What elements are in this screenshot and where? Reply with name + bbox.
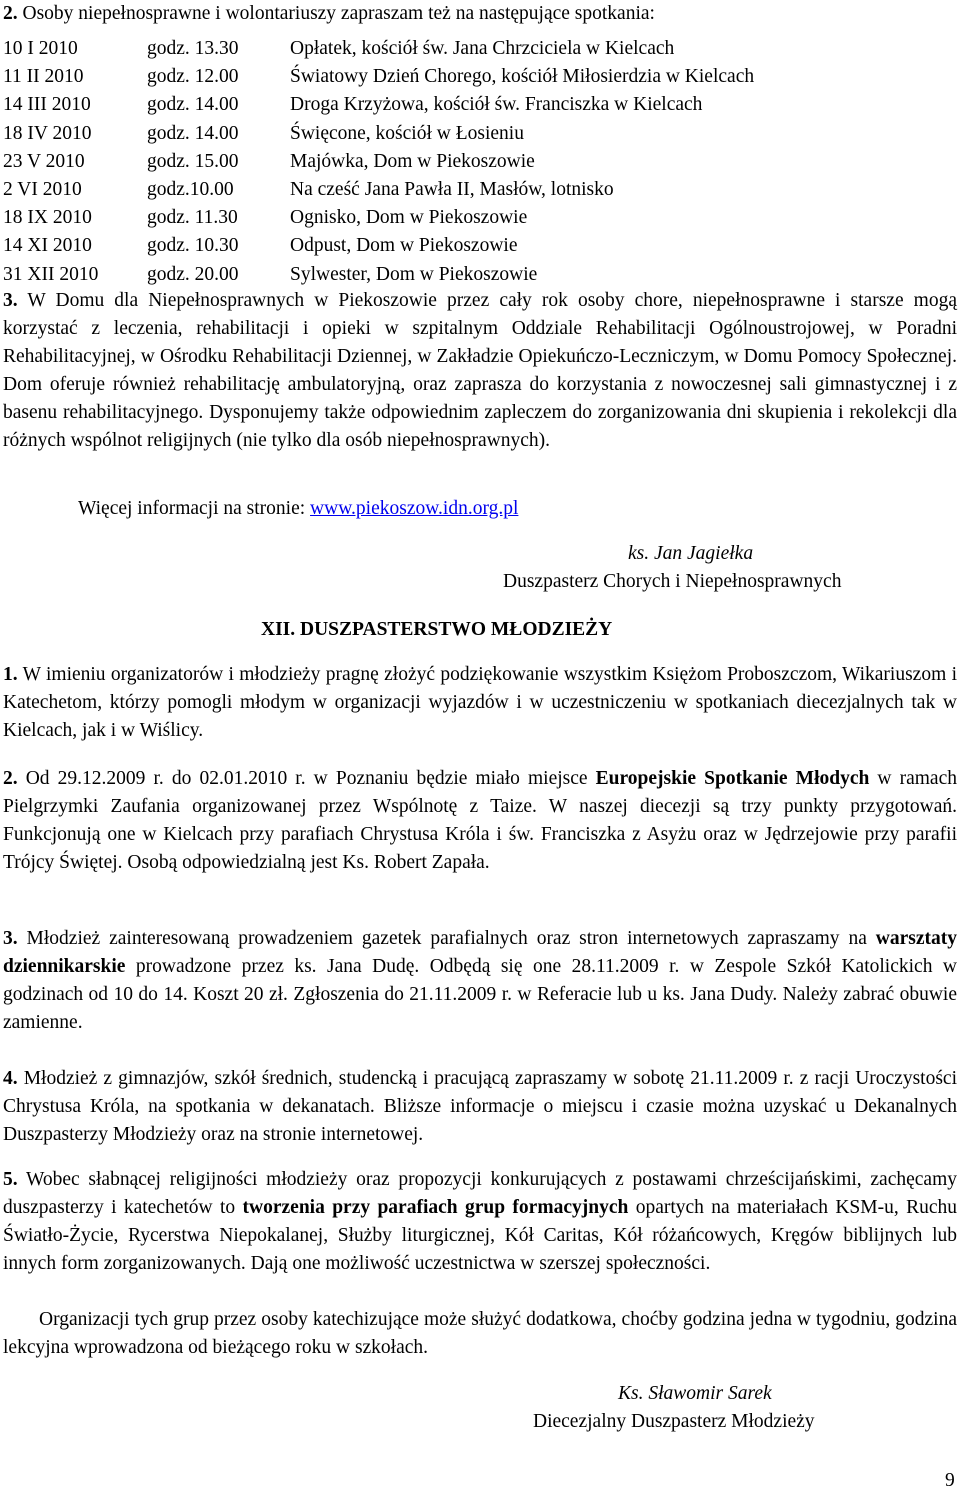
schedule-row bbox=[3, 176, 957, 204]
point-text: w ramach Pielgrzymki Zaufania organizowanej przez Wspólnotę z Taize. W naszej diecezji są trzy punkty przygotowań. Funkcjonują one w Kielcach przy parafiach Chrystusa Króla i św. Franciszka z Asyżu oraz w Jędrzejowie przy parafii Trójcy Świętej. Osobą odpowiedzialną jest Ks. Robert Zapała. bbox=[3, 768, 957, 873]
youth-point-1 bbox=[3, 661, 957, 745]
schedule-time: godz. 12.00 bbox=[147, 66, 239, 88]
schedule-event: Majówka, Dom w Piekoszowie bbox=[290, 150, 535, 172]
meetings-schedule bbox=[3, 35, 957, 289]
schedule-row bbox=[3, 35, 957, 63]
point-text: Młodzież zainteresowaną prowadzeniem gazetek parafialnych oraz stron internetowych zapraszamy na bbox=[26, 928, 876, 949]
schedule-time: godz.10.00 bbox=[147, 178, 234, 200]
schedule-row bbox=[3, 63, 957, 91]
schedule-event: Droga Krzyżowa, kościół św. Franciszka w Kielcach bbox=[290, 94, 703, 116]
signature-chaplain-sick bbox=[503, 540, 933, 596]
point-number: 3. bbox=[3, 290, 18, 311]
schedule-date: 14 III 2010 bbox=[3, 94, 91, 116]
signature-role: Duszpasterz Chorych i Niepełnosprawnych bbox=[503, 571, 842, 592]
schedule-time: godz. 20.00 bbox=[147, 263, 239, 285]
point-text: prowadzone przez ks. Jana Dudę. Odbędą się one 28.11.2009 r. w Zespole Szkół Katolickich w godzinach od 10 do 14. Koszt 20 zł. Zgłoszenia do 21.11.2009 r. w Referacie lub u ks. Jana Dudy. Należy zabrać obuwie zamienne. bbox=[3, 956, 957, 1033]
point-number: 4. bbox=[3, 1068, 18, 1089]
rehab-paragraph bbox=[3, 287, 957, 455]
schedule-time: godz. 15.00 bbox=[147, 150, 239, 172]
schedule-date: 31 XII 2010 bbox=[3, 263, 99, 285]
rehab-text: W Domu dla Niepełnosprawnych w Piekoszowie przez cały rok osoby chore, niepełnosprawne i starsze mogą korzystać z leczenia, rehabilitacji i opieki w szpitalnym Oddziale Rehabilitacji Ogólnoustrojowej, w Poradni Rehabilitacyjnej, w Ośrodku Rehabilitacji Dziennej, w Zakładzie Opiekuńczo-Leczniczym, w Domu Pomocy Społecznej. Dom oferuje również rehabilitację ambulatoryjną, oraz zaprasza do korzystania z nowoczesnej sali gimnastycznej i z basenu rehabilitacyjnego. Dysponujemy także odpowiednim zapleczem do zorganizowania dni skupienia i rekolekcji dla różnych wspólnot religijnych (nie tylko dla osób niepełnosprawnych). bbox=[3, 290, 957, 451]
youth-point-4 bbox=[3, 1065, 957, 1149]
schedule-event: Sylwester, Dom w Piekoszowie bbox=[290, 263, 538, 285]
schedule-row bbox=[3, 261, 957, 289]
point-emphasis: Europejskie Spotkanie Młodych bbox=[595, 768, 870, 789]
point-text: Młodzież z gimnazjów, szkół średnich, studencką i pracującą zapraszamy w sobotę 21.11.2009 r. z racji Uroczystości Chrystusa Króla, na spotkania w dekanatach. Bliższe informacje o miejscu i czasie można uzyskać u Dekanalnych Duszpasterzy Młodzieży oraz na stronie internetowej. bbox=[3, 1068, 958, 1145]
schedule-event: Odpust, Dom w Piekoszowie bbox=[290, 235, 518, 257]
more-info-text: Więcej informacji na stronie: bbox=[78, 498, 311, 519]
point-text: Od 29.12.2009 r. do 02.01.2010 r. w Poznaniu będzie miało miejsce bbox=[25, 768, 596, 789]
point-number: 3. bbox=[3, 928, 18, 949]
point-number: 5. bbox=[3, 1169, 18, 1190]
signature-name: Ks. Sławomir Sarek bbox=[618, 1383, 772, 1404]
youth-point-5 bbox=[3, 1166, 957, 1278]
point-text: W imieniu organizatorów i młodzieży pragnę złożyć podziękowanie wszystkim Księżom Proboszczom, Wikariuszom i Katechetom, którzy pomogli młodym w organizacji wyjazdów i w uczestniczeniu w spotkaniach diecezjalnych tak w Kielcach, jak i w Wiślicy. bbox=[3, 664, 958, 741]
schedule-event: Święcone, kościół w Łosieniu bbox=[290, 122, 524, 144]
schedule-date: 23 V 2010 bbox=[3, 150, 85, 172]
signature-role: Diecezjalny Duszpasterz Młodzieży bbox=[533, 1411, 815, 1432]
schedule-row bbox=[3, 120, 957, 148]
point-number: 2. bbox=[3, 3, 18, 24]
schedule-event: Światowy Dzień Chorego, kościół Miłosierdzia w Kielcach bbox=[290, 66, 755, 88]
signature-name: ks. Jan Jagiełka bbox=[628, 543, 754, 564]
schedule-date: 11 II 2010 bbox=[3, 66, 84, 88]
schedule-date: 14 XI 2010 bbox=[3, 235, 92, 257]
website-link[interactable]: www.piekoszow.idn.org.pl bbox=[310, 498, 519, 519]
intro-text: Osoby niepełnosprawne i wolontariuszy zapraszam też na następujące spotkania: bbox=[22, 3, 655, 24]
section-heading: XII. DUSZPASTERSTWO MŁODZIEŻY bbox=[261, 619, 613, 640]
point-text: opartych na materiałach KSM-u, Ruchu Światło-Życie, Rycerstwa Niepokalanej, Służby liturgicznej, Kół Caritas, Kół różańcowych, Kręgów biblijnych lub innych form zorganizowanych. Dają one możliwość uczestnictwa w szerszej społeczności. bbox=[3, 1197, 957, 1274]
schedule-date: 10 I 2010 bbox=[3, 38, 78, 59]
point-text: Organizacji tych grup przez osoby katechizujące może służyć dodatkowa, choćby godzina jedna w tygodniu, godzina lekcyjna wprowadzona od bieżącego roku w szkołach. bbox=[3, 1309, 957, 1358]
youth-paragraph-6 bbox=[3, 1306, 957, 1362]
schedule-event: Ognisko, Dom w Piekoszowie bbox=[290, 207, 528, 229]
point-number: 1. bbox=[3, 664, 18, 685]
schedule-time: godz. 11.30 bbox=[147, 207, 238, 229]
schedule-row bbox=[3, 148, 957, 176]
point-emphasis: tworzenia przy parafiach grup formacyjnych bbox=[242, 1197, 629, 1218]
point-number: 2. bbox=[3, 768, 18, 789]
schedule-date: 18 IV 2010 bbox=[3, 122, 92, 144]
schedule-row bbox=[3, 91, 957, 119]
schedule-event: Opłatek, kościół św. Jana Chrzciciela w Kielcach bbox=[290, 38, 675, 59]
more-info-line bbox=[78, 495, 958, 523]
page-number: 9 bbox=[945, 1470, 955, 1491]
youth-point-2 bbox=[3, 765, 957, 877]
schedule-date: 2 VI 2010 bbox=[3, 178, 82, 200]
schedule-time: godz. 14.00 bbox=[147, 122, 239, 144]
schedule-time: godz. 14.00 bbox=[147, 94, 239, 116]
point-text: Wobec słabnącej religijności młodzieży oraz propozycji konkurujących z postawami chrześcijańskimi, zachęcamy duszpasterzy i katechetów to bbox=[3, 1169, 957, 1218]
youth-point-3 bbox=[3, 925, 957, 1037]
signature-youth-chaplain bbox=[533, 1380, 933, 1436]
schedule-row bbox=[3, 232, 957, 260]
schedule-row bbox=[3, 204, 957, 232]
schedule-time: godz. 10.30 bbox=[147, 235, 239, 257]
schedule-event: Na cześć Jana Pawła II, Masłów, lotnisko bbox=[290, 178, 614, 200]
point-emphasis: warsztaty dziennikarskie bbox=[3, 928, 957, 977]
schedule-time: godz. 13.30 bbox=[147, 38, 239, 59]
schedule-date: 18 IX 2010 bbox=[3, 207, 92, 229]
intro-paragraph bbox=[3, 0, 957, 28]
